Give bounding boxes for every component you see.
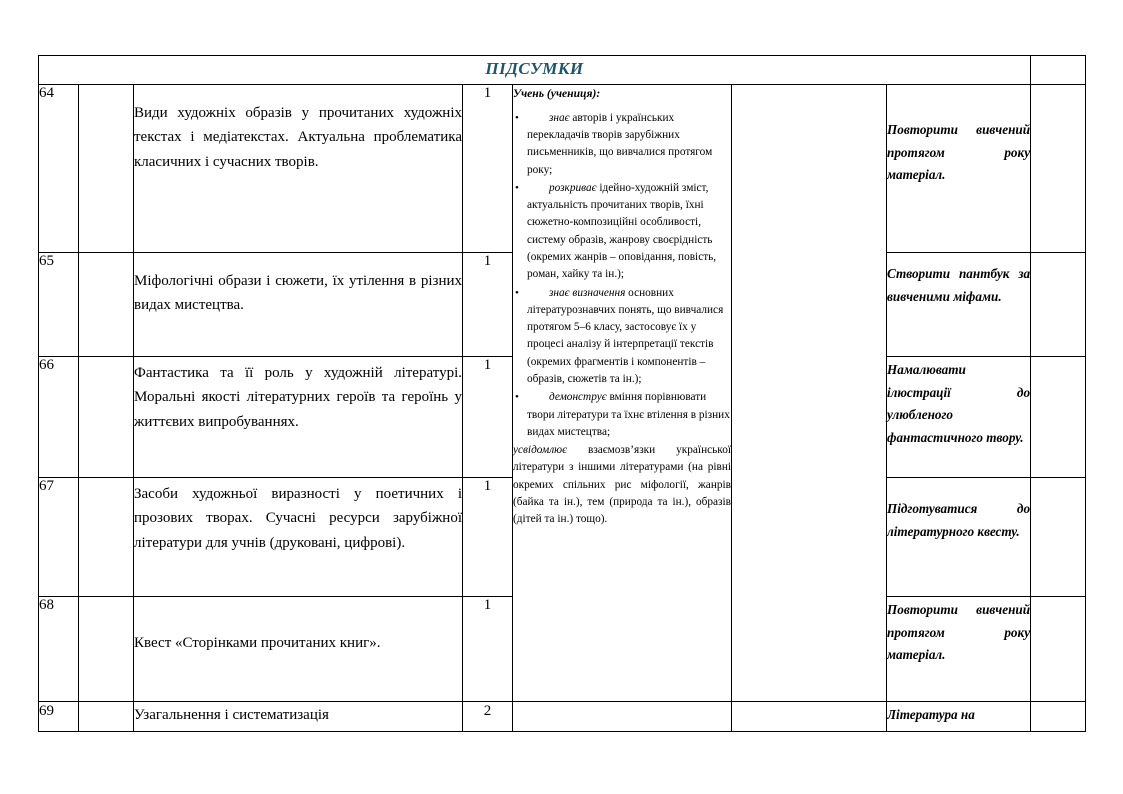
- row-topic: Засоби художньої виразності у поетичних і прозових творах. Сучасні ресурси зарубіжної літератури для учнів (друковані, цифрові).: [134, 478, 463, 597]
- row-tail: [1031, 357, 1086, 478]
- row-hours: 1: [463, 357, 513, 478]
- row-homework: Література на: [887, 702, 1031, 732]
- row-tail: [1031, 702, 1086, 732]
- outcome-text: ідейно-художній зміст, актуальність прочитаних творів, їхні сюжетно-композиційні особливості, систему образів, жанрову своєрідність (окремих жанрів – оповідання, повість, роман, хайку та ін.);: [527, 181, 717, 281]
- row-outcomes-spill: [513, 702, 732, 732]
- page-title: ПІДСУМКИ: [485, 59, 584, 78]
- outcome-text: авторів і українських перекладачів творів зарубіжних письменників, що вивчалися протягом року;: [527, 111, 713, 176]
- row-number: 67: [39, 478, 79, 597]
- row-hours: 1: [463, 85, 513, 253]
- row-date: [79, 357, 134, 478]
- row-topic: Квест «Сторінками прочитаних книг».: [134, 597, 463, 702]
- row-number: 68: [39, 597, 79, 702]
- row-hours: 1: [463, 478, 513, 597]
- row-homework: Створити пантбук за вивченими міфами.: [887, 253, 1031, 357]
- outcome-verb: демонструє: [549, 391, 607, 404]
- row-blank: [732, 702, 887, 732]
- section-header-row: [39, 56, 1086, 85]
- row-date: [79, 253, 134, 357]
- outcomes-list: [513, 110, 731, 441]
- lesson-plan-table: [38, 55, 1086, 732]
- list-item: [527, 110, 731, 179]
- row-topic: Узагальнення і систематизація: [134, 702, 463, 732]
- section-header-tail-cell: [1031, 56, 1086, 85]
- row-date: [79, 702, 134, 732]
- row-hours: 1: [463, 253, 513, 357]
- outcome-verb: знає визначення: [549, 286, 626, 299]
- outcome-verb: усвідомлює: [513, 444, 568, 457]
- outcome-text: вміння порівнювати твори літератури та їхнє втілення в різних видах мистецтва;: [527, 391, 730, 438]
- row-homework: Повторити вивчений протягом року матеріал.: [887, 597, 1031, 702]
- row-topic: Міфологічні образи і сюжети, їх утілення в різних видах мистецтва.: [134, 253, 463, 357]
- section-header-cell: [39, 56, 1031, 85]
- row-homework: Підготуватися до літературного квесту.: [887, 478, 1031, 597]
- row-homework: Повторити вивчений протягом року матеріал.: [887, 85, 1031, 253]
- outcome-verb: знає: [549, 111, 570, 124]
- outcome-text: основних літературознавчих понять, що вивчалися протягом 5–6 класу, застосовує їх у процесі аналізу й інтерпретації текстів (окремих фрагментів і компонентів – образів, сюжетів та ін.);: [527, 286, 724, 385]
- student-outcomes-cell: [513, 85, 732, 702]
- row-number: 64: [39, 85, 79, 253]
- list-item: [527, 389, 731, 441]
- row-blank: [732, 85, 887, 702]
- row-topic: Види художніх образів у прочитаних художніх текстах і медіатекстах. Актуальна проблематика класичних і сучасних творів.: [134, 85, 463, 253]
- list-item: [527, 180, 731, 284]
- row-number: 69: [39, 702, 79, 732]
- table-row: [39, 702, 1086, 732]
- row-date: [79, 478, 134, 597]
- row-tail: [1031, 253, 1086, 357]
- row-tail: [1031, 85, 1086, 253]
- table-row: [39, 85, 1086, 253]
- row-date: [79, 597, 134, 702]
- row-hours: 2: [463, 702, 513, 732]
- outcome-verb: розкриває: [549, 181, 597, 194]
- outcomes-tail-paragraph: [513, 442, 731, 528]
- row-homework: Намалювати ілюстрації до улюбленого фантастичного твору.: [887, 357, 1031, 478]
- row-date: [79, 85, 134, 253]
- outcome-text: взаємозв’язки української літератури з іншими літературами (на рівні окремих спільних рис міфології, жанрів (байка та ін.), тем (природа та ін.), образів (дітей та ін.) тощо).: [513, 444, 731, 526]
- row-tail: [1031, 478, 1086, 597]
- outcomes-lead: Учень (учениця):: [513, 87, 601, 100]
- row-hours: 1: [463, 597, 513, 702]
- row-number: 66: [39, 357, 79, 478]
- list-item: [527, 285, 731, 389]
- row-number: 65: [39, 253, 79, 357]
- row-tail: [1031, 597, 1086, 702]
- row-topic: Фантастика та її роль у художній літературі. Моральні якості літературних героїв та героїнь у життєвих випробуваннях.: [134, 357, 463, 478]
